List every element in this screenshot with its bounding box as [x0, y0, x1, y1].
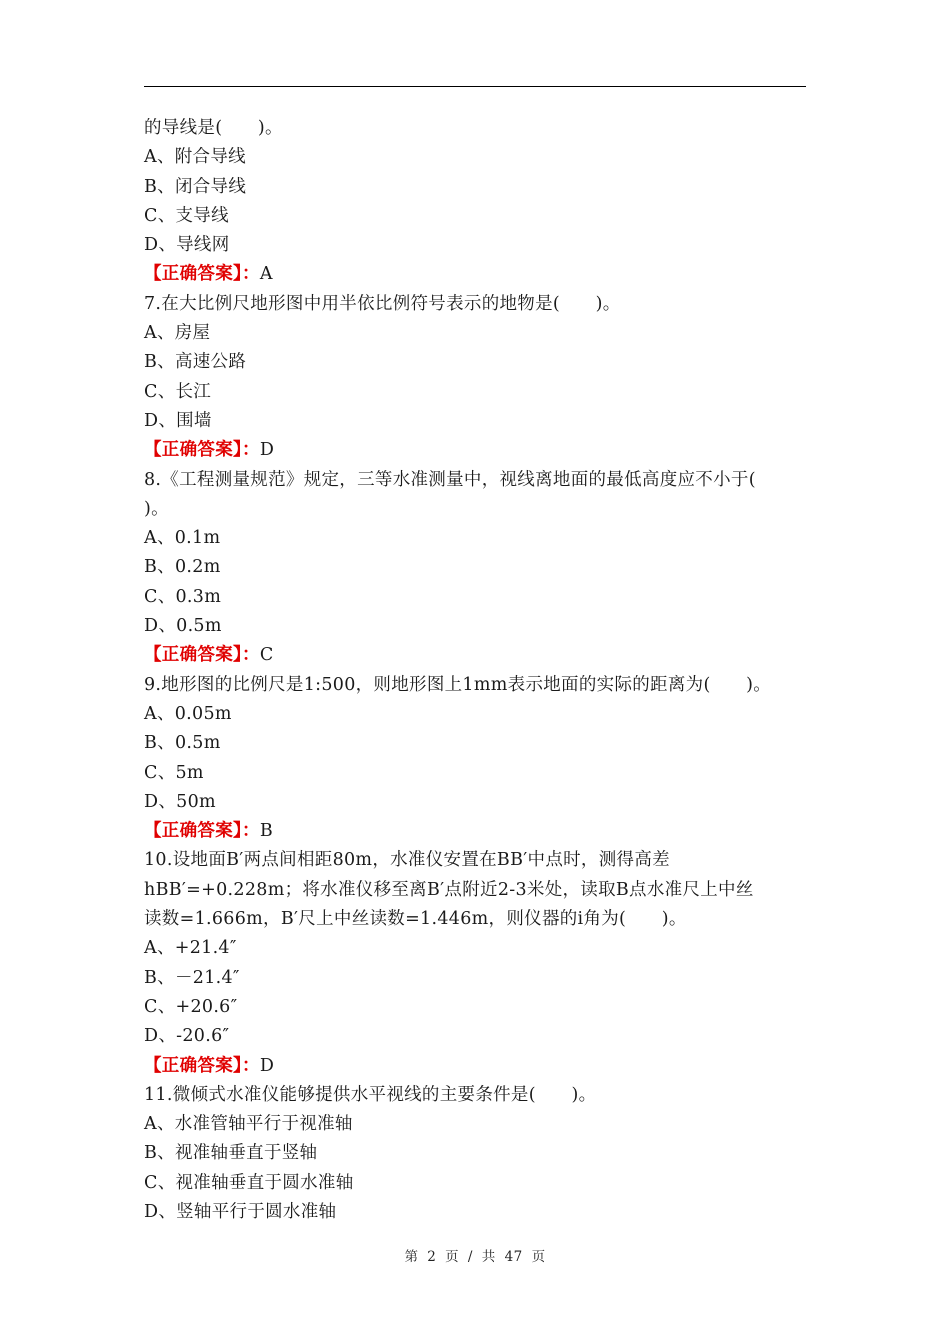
text-line: A、附合导线: [144, 147, 246, 168]
text-line: D、竖轴平行于圆水准轴: [144, 1201, 337, 1222]
correct-answer-value: D: [259, 1055, 275, 1076]
text-line: A、0.1m: [144, 528, 221, 549]
correct-answer-line: [144, 641, 808, 670]
text-line: C、视准轴垂直于圆水准轴: [144, 1172, 354, 1193]
correct-answer-label: 【正确答案】：: [144, 1055, 260, 1076]
text-line: D、-20.6″: [144, 1026, 230, 1047]
text-line: D、围墙: [144, 410, 212, 431]
text-line: C、5m: [144, 762, 204, 783]
text-line: )。: [144, 498, 169, 519]
text-line: 的导线是( )。: [144, 118, 283, 138]
text-line: A、+21.4″: [144, 938, 237, 959]
text-line: B、视准轴垂直于竖轴: [144, 1143, 318, 1164]
footer-suffix: 页: [531, 1249, 546, 1265]
text-line: 7.在大比例尺地形图中用半依比例符号表示的地物是( )。: [144, 293, 621, 314]
footer-current-page: 2: [427, 1249, 437, 1265]
footer-separator: /: [467, 1249, 473, 1265]
page-footer: [0, 1245, 950, 1265]
text-line: B、高速公路: [144, 352, 247, 373]
correct-answer-label: 【正确答案】：: [144, 440, 260, 461]
text-line: 10.设地面B′两点间相距80m，水准仪安置在BB′中点时，测得高差: [144, 850, 670, 871]
text-line: D、0.5m: [144, 616, 222, 637]
correct-answer-line: [144, 817, 808, 846]
text-line: C、长江: [144, 381, 212, 402]
correct-answer-value: D: [259, 440, 275, 461]
text-line: 9.地形图的比例尺是1:500，则地形图上1mm表示地面的实际的距离为( )。: [144, 674, 772, 695]
text-line: hBB′=+0.228m；将水准仪移至离B′点附近2-3米处，读取B点水准尺上中丝: [144, 879, 754, 900]
correct-answer-label: 【正确答案】：: [144, 264, 260, 285]
document-body: [144, 114, 808, 1227]
correct-answer-line: [144, 436, 808, 465]
text-line: B、－21.4″: [144, 967, 240, 988]
text-line: B、闭合导线: [144, 176, 247, 197]
correct-answer-label: 【正确答案】：: [144, 645, 260, 666]
text-line: C、0.3m: [144, 586, 222, 607]
correct-answer-label: 【正确答案】：: [144, 821, 260, 842]
header-rule: [144, 86, 806, 87]
correct-answer-line: [144, 260, 808, 289]
footer-prefix: 第: [404, 1249, 419, 1265]
correct-answer-line: [144, 1052, 808, 1081]
text-line: 读数=1.666m，B′尺上中丝读数=1.446m，则仪器的i角为( )。: [144, 909, 687, 930]
correct-answer-value: B: [259, 821, 274, 842]
correct-answer-value: A: [259, 264, 273, 285]
correct-answer-value: C: [259, 645, 274, 666]
text-line: D、导线网: [144, 235, 230, 256]
text-line: B、0.5m: [144, 733, 221, 754]
text-line: A、0.05m: [144, 703, 232, 724]
text-line: D、50m: [144, 791, 216, 812]
text-line: A、房屋: [144, 323, 211, 344]
text-line: A、水准管轴平行于视准轴: [144, 1114, 353, 1135]
footer-total-pages: 47: [504, 1249, 523, 1265]
text-line: 8.《工程测量规范》规定，三等水准测量中，视线离地面的最低高度应不小于(: [144, 469, 756, 490]
text-line: 11.微倾式水准仪能够提供水平视线的主要条件是( )。: [144, 1084, 597, 1105]
footer-page-word: 页: [445, 1249, 460, 1265]
text-line: C、支导线: [144, 205, 229, 226]
footer-total-prefix: 共: [481, 1249, 496, 1265]
text-line: C、+20.6″: [144, 996, 238, 1017]
text-line: B、0.2m: [144, 557, 221, 578]
